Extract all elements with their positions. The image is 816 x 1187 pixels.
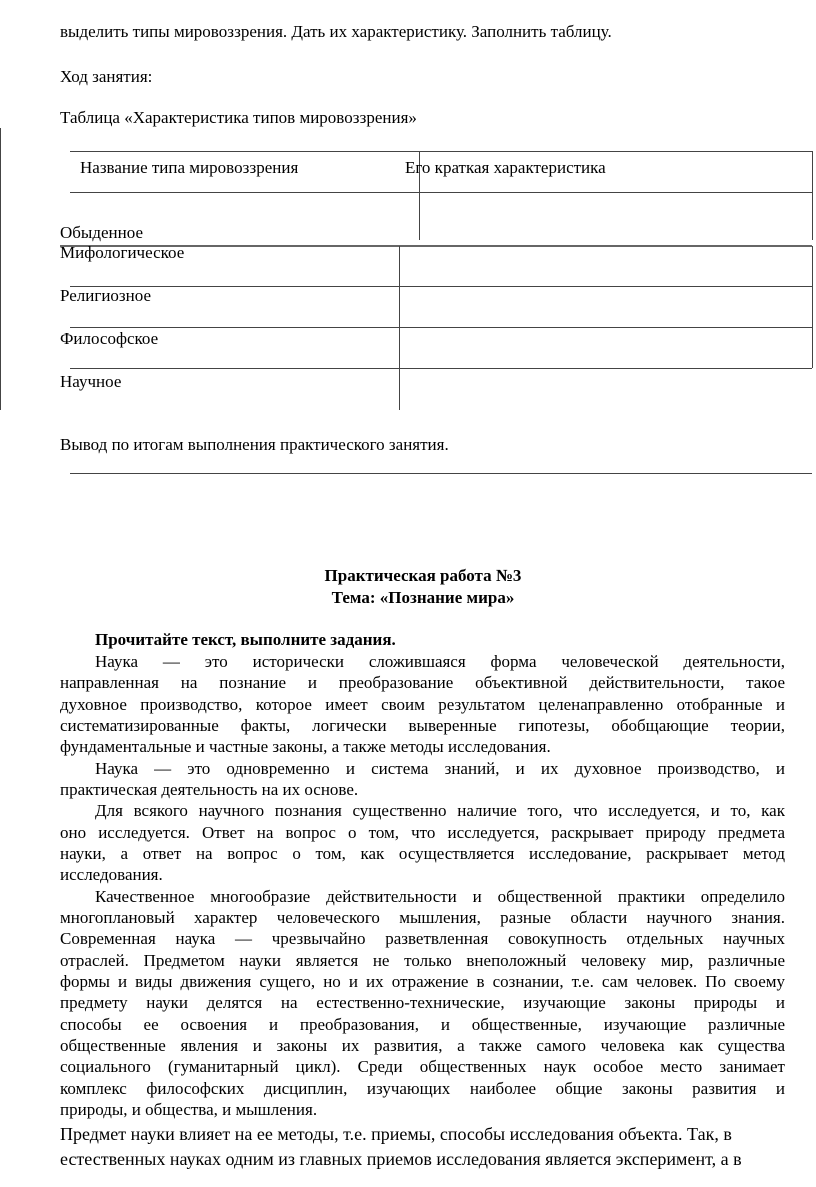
paragraph-line: формы и виды движения сущего, но и их отражение в сознании, т.е. сам человек. По своему xyxy=(60,971,785,991)
conclusion-answer-line xyxy=(70,473,812,474)
table-line xyxy=(70,327,812,328)
table-right-border xyxy=(812,151,813,240)
paragraph-line: предмету науки делятся на естественно-технические, изучающие законы природы и xyxy=(60,993,785,1013)
table-row-label: Религиозное xyxy=(60,286,151,305)
paragraph-line: природы, и общества, и мышления. xyxy=(60,1099,318,1119)
table-line xyxy=(70,368,812,369)
paragraph-line: направленная на познание и преобразование объективной действительности, такое xyxy=(60,673,785,693)
paragraph-line: исследования. xyxy=(60,865,163,885)
paragraph-line: Предмет науки влияет на ее методы, т.е. приемы, способы исследования объекта. Так, в xyxy=(60,1124,732,1144)
paragraph-line: социального (гуманитарный цикл). Среди общественных наук особое место занимает xyxy=(60,1057,785,1077)
paragraph-line: оно исследуется. Ответ на вопрос о том, что исследуется, раскрывает природу предмета xyxy=(60,822,785,842)
paragraph-line: Качественное многообразие действительности и общественной практики определило xyxy=(95,886,785,906)
paragraph-line: Для всякого научного познания существенно наличие того, что исследуется, и то, как xyxy=(95,801,785,821)
paragraph-line: Наука — это исторически сложившаяся форма человеческой деятельности, xyxy=(95,652,785,671)
task-line: выделить типы мировоззрения. Дать их характеристику. Заполнить таблицу. xyxy=(60,22,612,41)
paragraph-line: практическая деятельность на их основе. xyxy=(60,779,359,799)
table-header-description: Его краткая характеристика xyxy=(405,158,606,177)
table-line xyxy=(70,151,812,152)
paragraph-line: способы ее освоения и преобразования, и общественные, изучающие различные xyxy=(60,1014,785,1034)
table-row-label: Обыденное xyxy=(60,223,143,242)
progress-label: Ход занятия: xyxy=(60,67,153,86)
table-right-border xyxy=(812,246,813,368)
table-row-label: Мифологическое xyxy=(60,243,185,262)
paragraph-line: духовное производство, которое имеет своим результатом целенаправленно отобранные и xyxy=(60,694,785,714)
instruction: Прочитайте текст, выполните задания. xyxy=(95,630,396,649)
work-topic: Тема: «Познание мира» xyxy=(331,588,515,607)
paragraph-line: науки, а ответ на вопрос о том, как осуществляется исследование, раскрывает метод xyxy=(60,843,785,863)
table-row-label: Философское xyxy=(60,329,159,348)
paragraph-line: многоплановый характер человеческого мышления, разные области научного знания. xyxy=(60,907,785,927)
paragraph-line: общественные явления и законы их развития, а также самого человека как существа xyxy=(60,1035,785,1055)
table-divider xyxy=(399,246,400,410)
conclusion-label: Вывод по итогам выполнения практического занятия. xyxy=(60,435,449,454)
table-line xyxy=(70,192,812,193)
table-left-border xyxy=(0,128,1,410)
work-title: Практическая работа №3 xyxy=(324,566,522,585)
table-line xyxy=(70,286,812,287)
paragraph-line: Наука — это одновременно и система знаний, и их духовное производство, и xyxy=(95,758,785,778)
table-caption: Таблица «Характеристика типов мировоззрения» xyxy=(60,108,417,127)
table-header-name: Название типа мировоззрения xyxy=(80,158,299,177)
table-row-label: Научное xyxy=(60,372,122,391)
paragraph-line: комплекс философских дисциплин, изучающих наиболее общие законы развития и xyxy=(60,1078,785,1098)
paragraph-line: фундаментальные и частные законы, а также методы исследования. xyxy=(60,737,551,757)
paragraph-line: Современная наука — чрезвычайно разветвленная совокупность отдельных научных xyxy=(60,929,785,949)
paragraph-line: систематизированные факты, логически выверенные гипотезы, обобщающие теории, xyxy=(60,715,785,735)
paragraph-line: отраслей. Предметом науки является не только внеположный человеку мир, различные xyxy=(60,950,785,970)
paragraph-line: естественных науках одним из главных приемов исследования является эксперимент, а в xyxy=(60,1149,742,1169)
